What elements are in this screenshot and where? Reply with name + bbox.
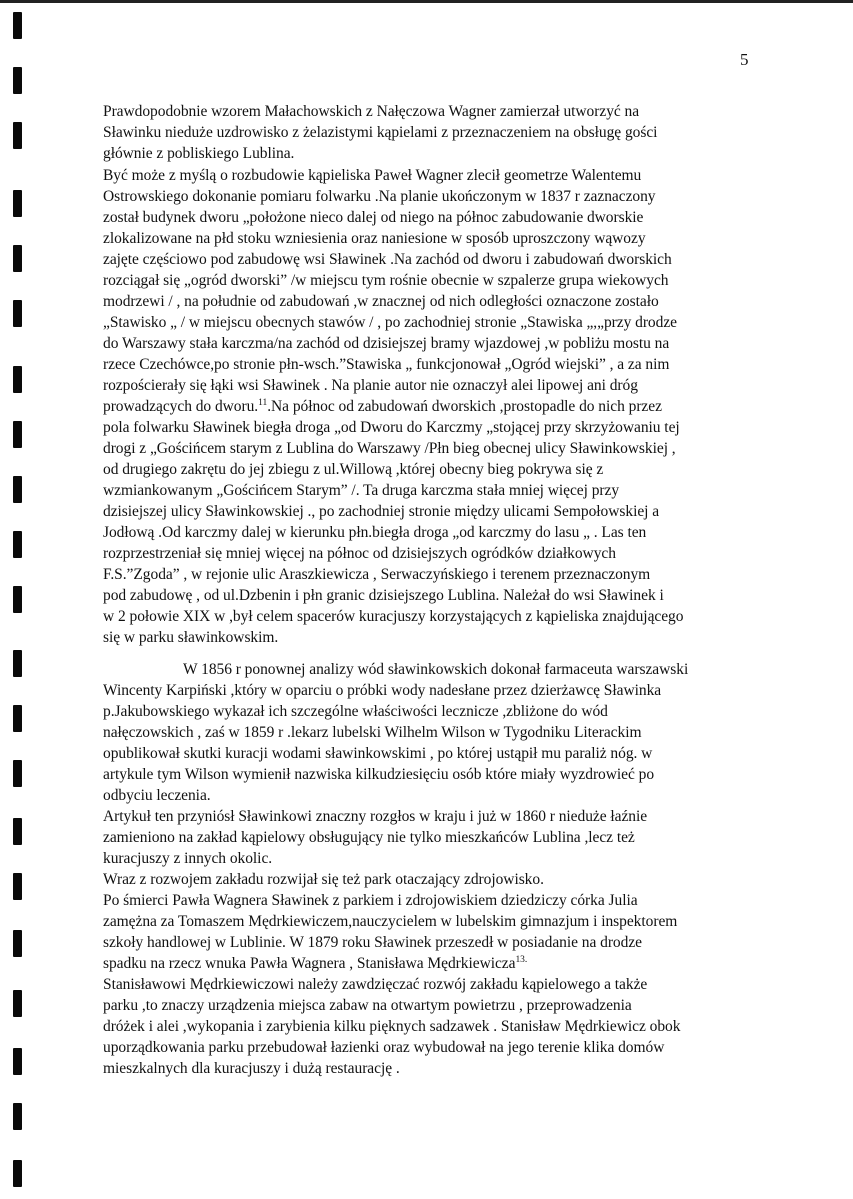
binder-hole bbox=[13, 421, 22, 448]
line-text: drogi z „Gościńcem starym z Lublina do Warszawy /Płn bieg obecnej ulicy Sławinkowskiej , bbox=[103, 440, 676, 457]
binder-holes bbox=[0, 0, 40, 1199]
text-line bbox=[103, 229, 646, 248]
page-number: 5 bbox=[740, 50, 749, 69]
text-line bbox=[103, 828, 635, 847]
text-line bbox=[103, 702, 608, 721]
footnote-mark: 13. bbox=[515, 954, 528, 965]
text-line bbox=[103, 681, 661, 700]
line-text: uporządkowania parku przebudował łazienki oraz wybudował na jego terenie klika domów bbox=[103, 1039, 665, 1056]
page-top-edge bbox=[0, 0, 853, 3]
text-line bbox=[103, 166, 641, 185]
text-line bbox=[103, 250, 672, 269]
binder-hole bbox=[13, 586, 22, 613]
text-line bbox=[103, 786, 211, 805]
text-line bbox=[103, 418, 680, 437]
binder-hole bbox=[13, 122, 22, 149]
line-text: nałęczowskich , zaś w 1859 r .lekarz lubelski Wilhelm Wilson w Tygodniku Literackim bbox=[103, 724, 642, 741]
line-text: parku ,to znaczy urządzenia miejsca zabaw na otwartym powietrzu , przeprowadzenia bbox=[103, 997, 632, 1014]
binder-hole bbox=[13, 873, 22, 900]
text-line bbox=[103, 481, 619, 500]
text-line bbox=[103, 975, 647, 994]
text-line bbox=[103, 933, 642, 952]
binder-hole bbox=[13, 1160, 22, 1187]
line-text: Wraz z rozwojem zakładu rozwijał się też park otaczający zdrojowisko. bbox=[103, 871, 544, 888]
line-text: pola folwarku Sławinek biegła droga „od Dworu do Karczmy „stojącej przy skrzyżowaniu tej bbox=[103, 419, 680, 436]
line-text: F.S.”Zgoda” , w rejonie ulic Araszkiewicza , Serwaczyńskiego i terenem przeznaczonym bbox=[103, 566, 651, 583]
text-line bbox=[103, 502, 659, 521]
binder-hole bbox=[13, 650, 22, 677]
line-text: rozciągał się „ogród dworski” /w miejscu tym rośnie obecnie w szpalerze grupa wiekowych bbox=[103, 272, 669, 289]
line-text: zajęte częściowo pod zabudowę wsi Sławinek .Na zachód od dworu i zabudowań dworskich bbox=[103, 251, 672, 268]
line-text: Prawdopodobnie wzorem Małachowskich z Nałęczowa Wagner zamierzał utworzyć na bbox=[103, 103, 640, 120]
text-line bbox=[103, 376, 638, 395]
line-text: Ostrowskiego dokonanie pomiaru folwarku .Na planie ukończonym w 1837 r zaznaczony bbox=[103, 188, 656, 205]
line-text: W 1856 r ponownej analizy wód sławinkowskich dokonał farmaceuta warszawski bbox=[183, 661, 689, 678]
line-text: szkoły handlowej w Lublinie. W 1879 roku Sławinek przeszedł w posiadanie na drodze bbox=[103, 934, 642, 951]
line-text: rzece Czechówce,po stronie płn-wsch.”Stawiska „ funkcjonował „Ogród wiejski” , a za nim bbox=[103, 356, 670, 373]
text-line bbox=[103, 355, 669, 374]
text-line bbox=[103, 765, 654, 784]
line-text: zamieniono na zakład kąpielowy obsługujący nie tylko mieszkańców Lublina ,lecz też bbox=[103, 829, 635, 846]
text-line bbox=[103, 271, 669, 290]
line-text: od drugiego zakrętu do jej zbiegu z ul.Willową ,której obecny bieg pokrywa się z bbox=[103, 461, 604, 478]
binder-hole bbox=[13, 366, 22, 393]
text-line bbox=[103, 523, 646, 542]
line-text: „Stawisko „ / w miejscu obecnych stawów / , po zachodniej stronie „Stawiska „,„przy drodze bbox=[103, 314, 677, 331]
line-text: dróżek i alei ,wykopania i zarybienia kilku pięknych sadzawek . Stanisław Mędrkiewicz obok bbox=[103, 1018, 681, 1035]
text-line bbox=[103, 565, 650, 584]
text-line bbox=[103, 849, 272, 868]
binder-hole bbox=[13, 990, 22, 1017]
line-text: wzmiankowanym „Gościńcem Starym” /. Ta druga karczma stała mniej więcej przy bbox=[103, 482, 620, 499]
line-text: Wincenty Karpiński ,który w oparciu o próbki wody nadesłane przez dzierżawcę Sławinka bbox=[103, 682, 662, 699]
line-text: dzisiejszej ulicy Sławinkowskiej ., po zachodniej stronie między ulicami Sempołowskiej a bbox=[103, 503, 660, 520]
line-text: w 2 połowie XIX w ,był celem spacerów kuracjuszy korzystających z kąpieliska znajdującego bbox=[103, 608, 684, 625]
text-line bbox=[103, 996, 632, 1015]
line-text: Po śmierci Pawła Wagnera Sławinek z parkiem i zdrojowiskiem dziedziczy córka Julia bbox=[103, 892, 638, 909]
text-line bbox=[103, 723, 641, 742]
text-line bbox=[183, 660, 688, 679]
text-line bbox=[103, 607, 683, 626]
line-text: do Warszawy stała karczma/na zachód od dzisiejszej bramy wjazdowej ,w pobliżu mostu na bbox=[103, 335, 670, 352]
line-text: się w parku sławinkowskim. bbox=[103, 629, 279, 646]
binder-hole bbox=[13, 705, 22, 732]
text-line bbox=[103, 912, 677, 931]
text-line bbox=[103, 628, 278, 647]
line-text: rozprzestrzeniał się mniej więcej na północ od dzisiejszych ogródków działkowych bbox=[103, 545, 616, 562]
line-text: pod zabudowę , od ul.Dzbenin i płn granic dzisiejszego Lublina. Należał do wsi Sławinek i bbox=[103, 587, 664, 604]
line-text: kuracjuszy z innych okolic. bbox=[103, 850, 273, 867]
line-text: zamężna za Tomaszem Mędrkiewiczem,nauczycielem w lubelskim gimnazjum i inspektorem bbox=[103, 913, 678, 930]
line-text: odbyciu leczenia. bbox=[103, 787, 211, 804]
line-text: spadku na rzecz wnuka Pawła Wagnera , Stanisława Mędrkiewicza bbox=[103, 955, 516, 972]
line-text-continued: .Na północ od zabudowań dworskich ,prostopadle do nich przez bbox=[267, 398, 662, 415]
line-text: p.Jakubowskiego wykazał ich szczególne właściwości lecznicze ,zbliżone do wód bbox=[103, 703, 608, 720]
binder-hole bbox=[13, 760, 22, 787]
line-text: rozpościerały się łąki wsi Sławinek . Na planie autor nie oznaczył alei lipowej ani dróg bbox=[103, 377, 638, 394]
text-line bbox=[103, 439, 676, 458]
text-line bbox=[103, 334, 669, 353]
line-text: Jodłową .Od karczmy dalej w kierunku płn.biegła droga „od karczmy do lasu „ . Las ten bbox=[103, 524, 647, 541]
text-line bbox=[103, 807, 647, 826]
line-text: Stanisławowi Mędrkiewiczowi należy zawdzięczać rozwój zakładu kąpielowego a także bbox=[103, 976, 648, 993]
text-line bbox=[103, 1059, 400, 1078]
binder-hole bbox=[13, 930, 22, 957]
text-line bbox=[103, 744, 652, 763]
line-text: zlokalizowane na płd stoku wzniesienia oraz naniesione w sposób uproszczony wąwozy bbox=[103, 230, 646, 247]
line-text: modrzewi / , na południe od zabudowań ,w znacznej od nich odległości oznaczone zostało bbox=[103, 293, 659, 310]
binder-hole bbox=[13, 190, 22, 217]
line-text: został budynek dworu „położone nieco dalej od niego na północ zabudowanie dworskie bbox=[103, 209, 644, 226]
text-line bbox=[103, 292, 659, 311]
line-text: Sławinku nieduże uzdrowisko z żelazistymi kąpielami z przeznaczeniem na obsługę gości bbox=[103, 124, 658, 141]
text-line bbox=[103, 1017, 680, 1036]
binder-hole bbox=[13, 67, 22, 94]
text-line bbox=[103, 187, 656, 206]
line-text: opublikował skutki kuracji wodami sławinkowskimi , po której ustąpił mu paraliż nóg. w bbox=[103, 745, 653, 762]
text-line bbox=[103, 954, 527, 973]
line-text: artykule tym Wilson wymienił nazwiska kilkudziesięciu osób które miały wyzdrowieć po bbox=[103, 766, 655, 783]
line-text: Być może z myślą o rozbudowie kąpieliska Paweł Wagner zlecił geometrze Walentemu bbox=[103, 167, 642, 184]
text-line bbox=[103, 102, 639, 121]
binder-hole bbox=[13, 1103, 22, 1130]
line-text: prowadzących do dworu. bbox=[103, 398, 259, 415]
text-line bbox=[103, 313, 677, 332]
line-text: głównie z pobliskiego Lublina. bbox=[103, 145, 295, 162]
footnote-mark: 11 bbox=[258, 397, 268, 408]
text-line bbox=[103, 870, 544, 889]
text-line bbox=[103, 586, 664, 605]
binder-hole bbox=[13, 1048, 22, 1075]
text-line bbox=[103, 144, 294, 163]
binder-hole bbox=[13, 245, 22, 272]
binder-hole bbox=[13, 476, 22, 503]
text-line bbox=[103, 891, 638, 910]
text-line bbox=[103, 208, 643, 227]
binder-hole bbox=[13, 300, 22, 327]
text-line bbox=[103, 123, 657, 142]
text-line bbox=[103, 460, 603, 479]
binder-hole bbox=[13, 531, 22, 558]
binder-hole bbox=[13, 818, 22, 845]
line-text: Artykuł ten przyniósł Sławinkowi znaczny rozgłos w kraju i już w 1860 r nieduże łaźnie bbox=[103, 808, 648, 825]
text-line bbox=[103, 397, 662, 416]
text-line bbox=[103, 544, 616, 563]
text-line bbox=[103, 1038, 664, 1057]
binder-hole bbox=[13, 12, 22, 39]
line-text: mieszkalnych dla kuracjuszy i dużą restaurację . bbox=[103, 1060, 400, 1077]
